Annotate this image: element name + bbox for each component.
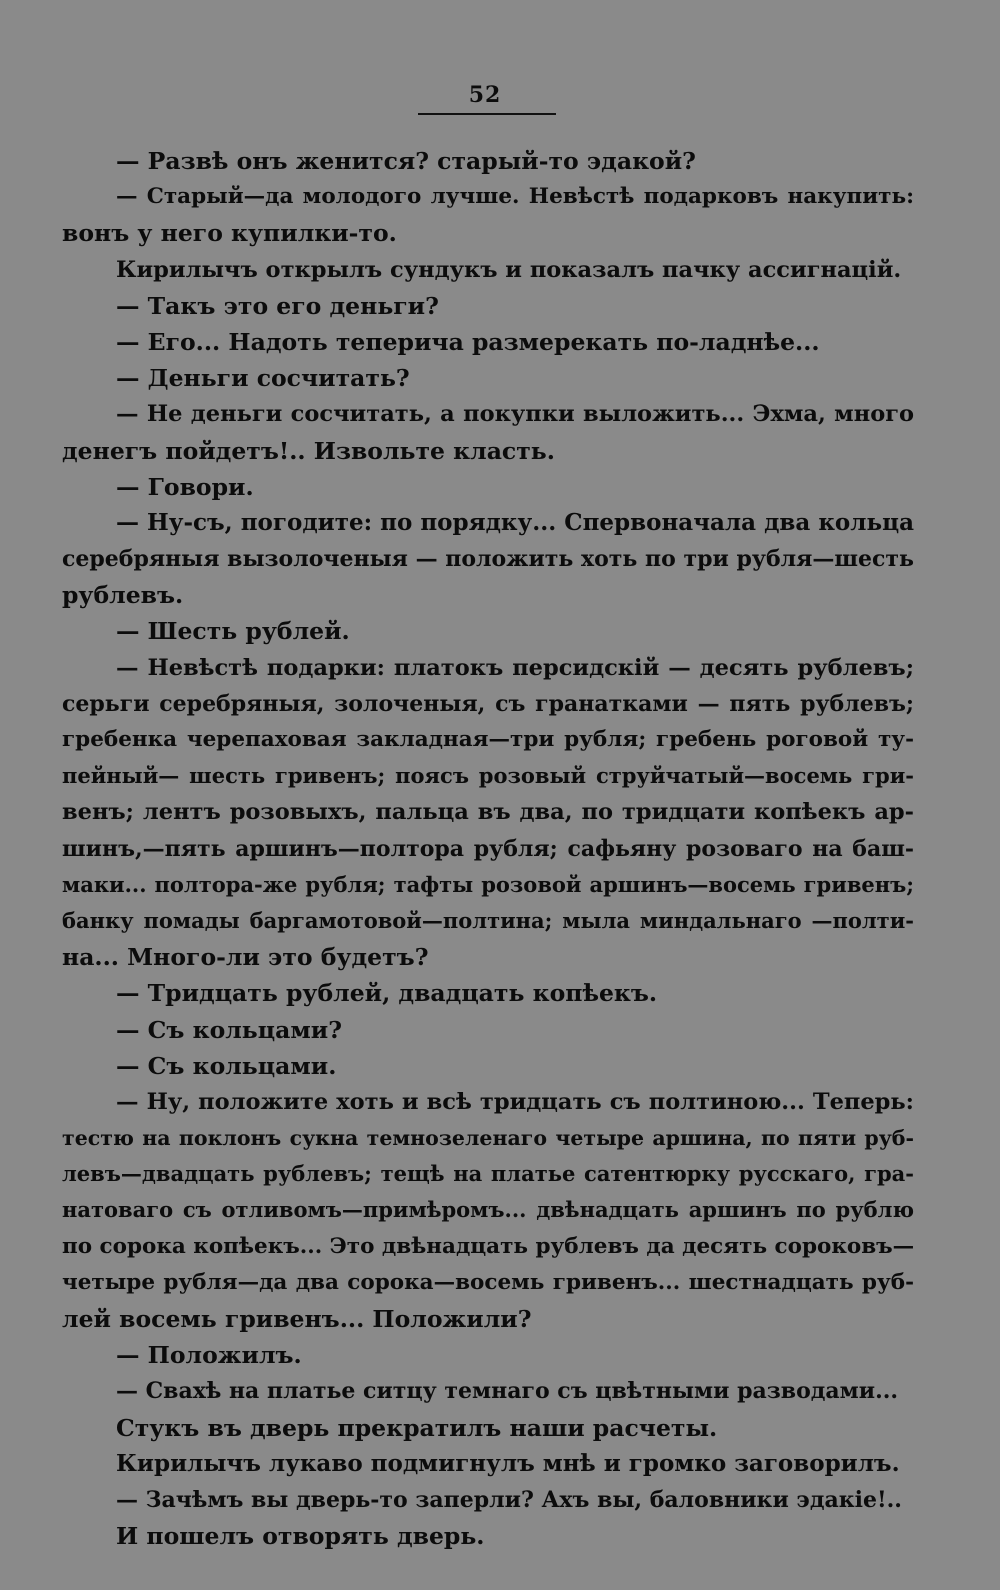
text-line: — Ну-съ, погодите: по порядку... Спервоначала два кольца (116, 508, 914, 536)
text-line: серебряныя вызолоченыя — положить хоть по три рубля—шесть (62, 546, 914, 573)
text-line: натоваго съ отливомъ—примѣромъ... двѣнадцать аршинъ по рублю (62, 1197, 914, 1223)
text-line: по сорока копѣекъ... Это двѣнадцать рублевъ да десять сороковъ— (62, 1233, 914, 1259)
text-line: — Съ кольцами? (116, 1015, 342, 1044)
text-line: вонъ у него купилки-то. (62, 219, 397, 248)
text-line: серьги серебряныя, золоченыя, съ гранатками — пять рублевъ; (62, 690, 914, 717)
text-line: левъ—двадцать рублевъ; тещѣ на платье сатентюрку русскаго, гра- (62, 1161, 914, 1187)
text-line: венъ; лентъ розовыхъ, пальца въ два, по тридцати копѣекъ ар- (62, 799, 914, 826)
page-number-rule (418, 113, 556, 115)
text-line: маки... полтора-же рубля; тафты розовой аршинъ—восемь гривенъ; (62, 871, 914, 897)
text-line: Кирилычъ открылъ сундукъ и показалъ пачку ассигнацій. (116, 256, 902, 283)
text-line: — Шесть рублей. (116, 617, 350, 646)
text-line: — Ну, положите хоть и всѣ тридцать съ полтиною... Теперь: (116, 1088, 914, 1115)
text-line: — Его... Надоть теперича размерекать по-ладнѣе... (116, 327, 820, 356)
text-line: — Говори. (116, 472, 254, 501)
text-line: банку помады баргамотовой—полтина; мыла миндальнаго —полти- (62, 907, 914, 933)
text-line: — Развѣ онъ женится? старый-то эдакой? (116, 147, 696, 175)
text-line: на... Много-ли это будетъ? (62, 943, 429, 972)
text-line: денегъ пойдетъ!.. Извольте класть. (62, 436, 555, 465)
text-line: четыре рубля—да два сорока—восемь гривенъ... шестнадцать руб- (62, 1269, 914, 1295)
text-line: — Зачѣмъ вы дверь-то заперли? Ахъ вы, баловники эдакіе!.. (116, 1486, 902, 1513)
text-line: И пошелъ отворять дверь. (116, 1522, 485, 1551)
text-line: пейный— шесть гривенъ; поясъ розовый струйчатый—восемь гри- (62, 763, 914, 789)
text-line: — Невѣстѣ подарки: платокъ персидскій — десять рублевъ; (116, 654, 914, 681)
page-text (62, 143, 914, 1554)
text-line: тестю на поклонъ сукна темнозеленаго четыре аршина, по пяти руб- (62, 1126, 914, 1151)
text-line: — Свахѣ на платье ситцу темнаго съ цвѣтными разводами... (116, 1378, 899, 1405)
text-line: шинъ,—пять аршинъ—полтора рубля; сафьяну розоваго на баш- (62, 835, 914, 862)
text-line: Стукъ въ дверь прекратилъ наши расчеты. (116, 1413, 718, 1442)
text-line: Кирилычъ лукаво подмигнулъ мнѣ и громко заговорилъ. (116, 1449, 900, 1477)
text-line: гребенка черепаховая закладная—три рубля; гребень роговой ту- (62, 727, 914, 752)
text-line: — Положилъ. (116, 1341, 302, 1370)
text-line: рублевъ. (62, 581, 184, 610)
text-line: лей восемь гривенъ... Положили? (62, 1305, 532, 1333)
text-line: — Не деньги сосчитать, а покупки выложить... Эхма, много (116, 401, 914, 428)
text-line: — Съ кольцами. (116, 1051, 337, 1080)
text-line: — Такъ это его деньги? (116, 291, 439, 320)
text-line: — Деньги сосчитать? (116, 364, 410, 393)
text-line: — Тридцать рублей, двадцать копѣекъ. (116, 979, 658, 1008)
text-line: — Старый—да молодого лучше. Невѣстѣ подарковъ накупить: (116, 184, 914, 210)
page-number: 52 (468, 82, 502, 108)
